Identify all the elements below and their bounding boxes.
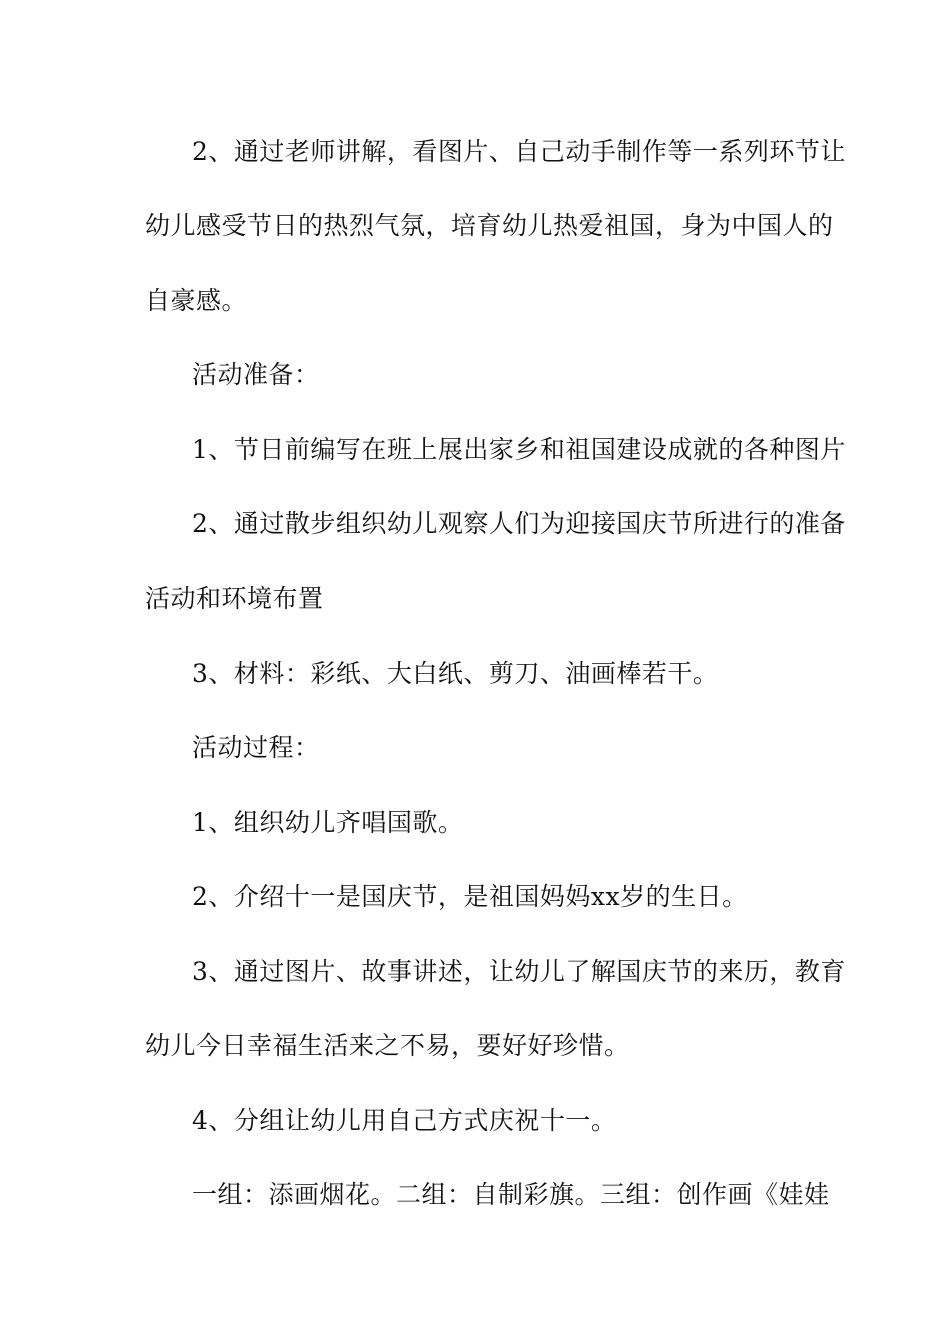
paragraph-line: 一组：添画烟花。二组：自制彩旗。三组：创作画《娃娃 xyxy=(192,1180,830,1209)
paragraph-line: 1、节日前编写在班上展出家乡和祖国建设成就的各种图片 xyxy=(192,435,846,464)
paragraph-line: 自豪感。 xyxy=(145,286,248,315)
paragraph-line: 2、通过散步组织幼儿观察人们为迎接国庆节所进行的准备 xyxy=(192,509,846,538)
section-heading: 活动准备： xyxy=(192,360,320,389)
paragraph-line: 活动和环境布置 xyxy=(145,584,324,613)
paragraph-line: 2、介绍十一是国庆节，是祖国妈妈xx岁的生日。 xyxy=(192,882,748,911)
section-heading: 活动过程： xyxy=(192,733,320,762)
paragraph-line: 3、材料：彩纸、大白纸、剪刀、油画棒若干。 xyxy=(192,659,719,688)
paragraph-line: 1、组织幼儿齐唱国歌。 xyxy=(192,808,464,837)
paragraph-line: 幼儿感受节日的热烈气氛，培育幼儿热爱祖国，身为中国人的 xyxy=(145,211,834,240)
paragraph-line: 幼儿今日幸福生活来之不易，要好好珍惜。 xyxy=(145,1031,630,1060)
paragraph-line: 2、通过老师讲解，看图片、自己动手制作等一系列环节让 xyxy=(192,137,846,166)
paragraph-line: 3、通过图片、故事讲述，让幼儿了解国庆节的来历，教育 xyxy=(192,957,846,986)
paragraph-line: 4、分组让幼儿用自己方式庆祝十一。 xyxy=(192,1106,617,1135)
